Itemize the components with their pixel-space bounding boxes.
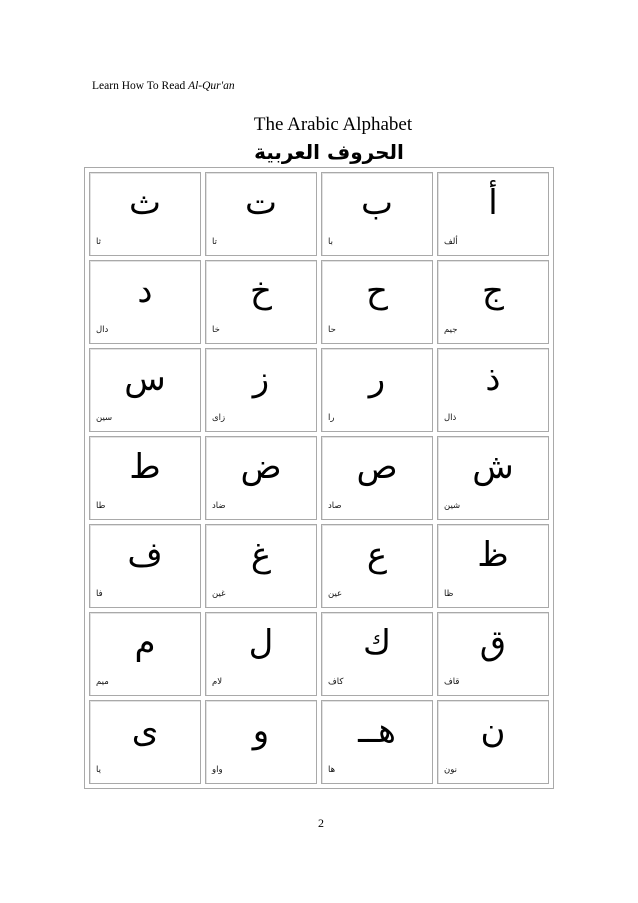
letter-name: با — [328, 237, 333, 247]
arabic-letter: خ — [250, 271, 272, 311]
letter-cell — [321, 612, 433, 696]
running-header-book-title: Al-Qur'an — [188, 80, 235, 92]
letter-name: زاى — [212, 413, 226, 423]
letter-name: غين — [212, 589, 226, 599]
letter-name: خا — [212, 325, 220, 335]
arabic-letter: غ — [250, 535, 272, 575]
letter-name: دال — [96, 325, 109, 335]
letter-cell — [89, 172, 201, 256]
letter-cell — [437, 612, 549, 696]
letter-name: عين — [328, 589, 343, 599]
letter-cell — [89, 260, 201, 344]
letter-name: شين — [444, 501, 461, 511]
letter-cell — [321, 436, 433, 520]
letter-name: قاف — [444, 677, 460, 687]
arabic-letter: م — [134, 623, 156, 663]
letter-name: ضاد — [212, 501, 226, 511]
letter-cell — [89, 700, 201, 784]
letter-name: يا — [96, 765, 101, 775]
arabic-letter: ع — [366, 535, 388, 575]
letter-name: طا — [96, 501, 106, 511]
page-title: The Arabic Alphabet — [253, 114, 413, 135]
letter-cell — [321, 524, 433, 608]
letter-name: صاد — [328, 501, 342, 511]
arabic-letter: ض — [240, 447, 282, 487]
letter-name: ها — [328, 765, 336, 775]
letter-name: سين — [96, 413, 113, 423]
letter-name: فا — [96, 589, 103, 599]
letter-name: ألف — [444, 237, 458, 247]
letter-name: تا — [212, 237, 217, 247]
letter-name: كاف — [328, 677, 344, 687]
arabic-letter: هــ — [358, 711, 396, 751]
arabic-letter: ى — [131, 711, 159, 751]
letter-cell — [205, 348, 317, 432]
letter-name: واو — [212, 765, 223, 775]
letter-cell — [437, 524, 549, 608]
letter-cell — [89, 524, 201, 608]
letter-name: ذال — [444, 413, 457, 423]
arabic-letter: ت — [244, 183, 277, 223]
arabic-letter: ق — [479, 623, 507, 663]
letter-name: ميم — [96, 677, 109, 687]
letter-cell — [205, 612, 317, 696]
arabic-letter: ص — [356, 447, 398, 487]
letter-cell — [437, 172, 549, 256]
letter-cell — [89, 612, 201, 696]
arabic-letter: ج — [482, 271, 504, 311]
running-header-prefix: Learn How To Read — [92, 80, 189, 92]
arabic-letter: ب — [360, 183, 393, 223]
letter-name: حا — [328, 325, 336, 335]
arabic-letter: ذ — [485, 359, 501, 399]
letter-cell — [205, 436, 317, 520]
letter-name: ظا — [444, 589, 454, 599]
arabic-letter: ط — [129, 447, 161, 487]
letter-cell — [321, 348, 433, 432]
letter-name: جيم — [444, 325, 458, 335]
letter-name: لام — [212, 677, 223, 687]
arabic-letter: ظ — [477, 535, 509, 575]
arabic-letter: ش — [472, 447, 514, 487]
arabic-letter: أ — [488, 183, 498, 223]
letter-cell — [321, 260, 433, 344]
letter-cell — [89, 348, 201, 432]
page-subtitle-arabic: الحروف العربية — [254, 140, 404, 164]
letter-cell — [321, 172, 433, 256]
letter-name: را — [328, 413, 335, 423]
letter-cell — [437, 436, 549, 520]
letter-cell — [437, 260, 549, 344]
letter-cell — [205, 260, 317, 344]
arabic-letter: ل — [248, 623, 274, 663]
letter-cell — [437, 348, 549, 432]
letter-cell — [205, 172, 317, 256]
page-number: 2 — [318, 816, 324, 830]
letter-cell — [205, 700, 317, 784]
arabic-letter: ح — [366, 271, 388, 311]
arabic-letter: س — [124, 359, 166, 399]
arabic-letter: د — [137, 271, 153, 311]
arabic-letter: ك — [362, 623, 392, 663]
letter-name: ثا — [96, 237, 101, 247]
arabic-letter: ن — [480, 711, 506, 751]
arabic-letter: ث — [128, 183, 161, 223]
letter-cell — [437, 700, 549, 784]
alphabet-table — [84, 167, 554, 789]
arabic-letter: ر — [368, 359, 386, 399]
letter-cell — [321, 700, 433, 784]
arabic-letter: ف — [127, 535, 163, 575]
letter-cell — [89, 436, 201, 520]
letter-name: نون — [444, 765, 457, 775]
running-header — [92, 79, 235, 93]
arabic-letter: و — [252, 711, 270, 751]
arabic-letter: ز — [252, 359, 270, 399]
letter-cell — [205, 524, 317, 608]
